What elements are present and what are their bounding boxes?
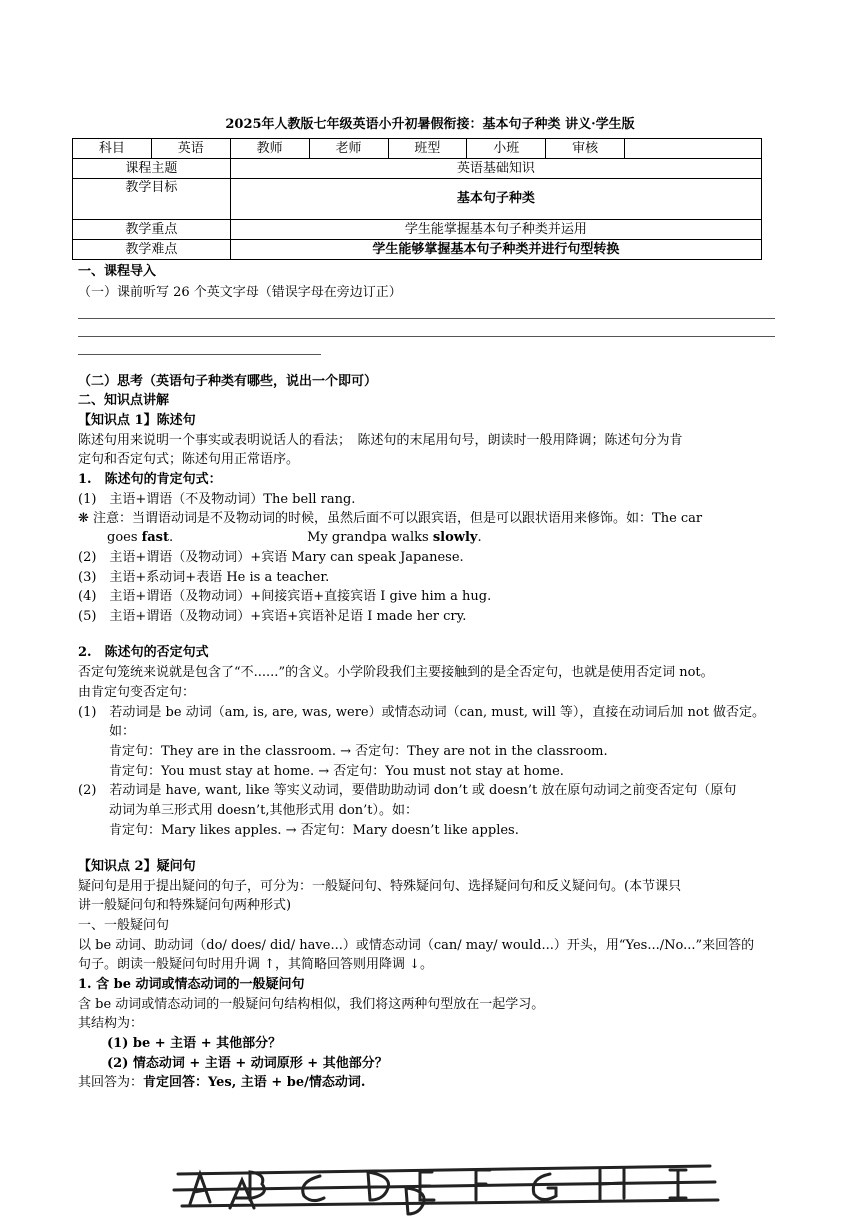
class-type-label: 班型 [388, 139, 467, 159]
table-row [73, 240, 762, 260]
note-text: . [477, 530, 482, 545]
subheading: 1. 含 be 动词或情态动词的一般疑问句 [78, 977, 305, 992]
note-example-line [107, 529, 482, 547]
paragraph-line: 定句和否定句式；陈述句用正常语序。 [78, 452, 300, 467]
list-item: (5) 主语+谓语（及物动词）+宾语+宾语补足语 I made her cry. [78, 609, 467, 624]
list-item: (1) 主语+谓语（不及物动词）The bell rang. [78, 492, 356, 507]
paragraph-line: 陈述句用来说明一个事实或表明说话人的看法； 陈述句的末尾用句号，朗读时一般用降调；陈述句分为肯 [78, 433, 683, 448]
difficulty-label: 教学难点 [73, 240, 231, 260]
note-line: ❋ 注意：当谓语动词是不及物动词的时候，虽然后面不可以跟宾语，但是可以跟状语用来修饰。如：The car [78, 511, 703, 526]
subheading: 1. 陈述句的肯定句式： [78, 472, 222, 487]
teacher-value: 老师 [309, 139, 388, 159]
course-info-table [72, 138, 762, 260]
section-heading: 二、知识点讲解 [78, 393, 170, 408]
class-type-value: 小班 [467, 139, 546, 159]
example-line: 肯定句：They are in the classroom. → 否定句：They are not in the classroom. [109, 744, 608, 759]
list-item: (2) 若动词是 have, want, like 等实义动词，要借助助动词 don’t 或 doesn’t 放在原句动词之前变否定句（原句 [78, 783, 737, 798]
subsection-heading: （一）课前听写 26 个英文字母（错误字母在旁边订正） [78, 285, 402, 300]
review-label: 审核 [546, 139, 625, 159]
handwritten-alphabet-image [170, 1160, 730, 1216]
document-title: 2025年人教版七年级英语小升初暑假衔接：基本句子种类 讲义·学生版 [225, 117, 635, 132]
answer-line [78, 354, 321, 355]
goal-value: 基本句子种类 [230, 179, 761, 220]
answer-pattern: 肯定回答：Yes, 主语 + be/情态动词. [143, 1075, 366, 1090]
table-row [73, 159, 762, 179]
paragraph-line: 由肯定句变否定句： [78, 685, 196, 700]
subheading: 2. 陈述句的否定句式 [78, 645, 209, 660]
teacher-label: 教师 [230, 139, 309, 159]
table-row [73, 179, 762, 220]
paragraph-line: 以 be 动词、助动词（do/ does/ did/ have...）或情态动词（can/ may/ would...）开头，用“Yes.../No...”来回答的 [78, 938, 755, 953]
example-line: 肯定句：Mary likes apples. → 否定句：Mary doesn’t like apples. [109, 823, 519, 838]
paragraph-line: 句子。朗读一般疑问句时用升调 ↑，其简略回答则用降调 ↓。 [78, 957, 434, 972]
answer-line [78, 318, 775, 319]
topic-value: 英语基础知识 [230, 159, 761, 179]
note-text: My grandpa walks [307, 530, 433, 545]
list-item: (1) 若动词是 be 动词（am, is, are, was, were）或情态动词（can, must, will 等），直接在动词后加 not 做否定。 [78, 705, 766, 720]
paragraph-line: 疑问句是用于提出疑问的句子，可分为：一般疑问句、特殊疑问句、选择疑问句和反义疑问句。(本节课只 [78, 879, 682, 894]
review-value [625, 139, 762, 159]
list-item-continuation: 动词为单三形式用 doesn’t,其他形式用 don’t）。如： [109, 803, 419, 818]
emphasis-text: fast [141, 530, 169, 545]
goal-label: 教学目标 [73, 179, 231, 220]
section-heading: 一、课程导入 [78, 264, 157, 279]
example-line: 肯定句：You must stay at home. → 否定句：You must not stay at home. [109, 764, 564, 779]
knowledge-point-title: 【知识点 1】陈述句 [78, 413, 196, 428]
structure-line: (2) 情态动词 + 主语 + 动词原形 + 其他部分？ [107, 1056, 388, 1071]
key-point-value: 学生能掌握基本句子种类并运用 [230, 220, 761, 240]
subject-label: 科目 [73, 139, 152, 159]
answer-label: 其回答为： [78, 1075, 144, 1090]
note-text: . [169, 530, 174, 545]
list-item: (3) 主语+系动词+表语 He is a teacher. [78, 570, 330, 585]
paragraph-line: 讲一般疑问句和特殊疑问句两种形式) [78, 898, 292, 913]
list-item-continuation: 如： [109, 724, 136, 739]
key-point-label: 教学重点 [73, 220, 231, 240]
paragraph-line: 含 be 动词或情态动词的一般疑问句结构相似，我们将这两种句型放在一起学习。 [78, 997, 545, 1012]
note-text: goes [107, 530, 142, 545]
paragraph-line: 其结构为： [78, 1016, 144, 1031]
list-item: (2) 主语+谓语（及物动词）+宾语 Mary can speak Japanese. [78, 550, 464, 565]
answer-line [78, 336, 775, 337]
table-row [73, 139, 762, 159]
subject-value: 英语 [151, 139, 230, 159]
knowledge-point-title: 【知识点 2】疑问句 [78, 859, 196, 874]
difficulty-value: 学生能够掌握基本句子种类并进行句型转换 [230, 240, 761, 260]
topic-label: 课程主题 [73, 159, 231, 179]
subsection-heading: （二）思考（英语句子种类有哪些，说出一个即可） [78, 374, 378, 389]
list-item: (4) 主语+谓语（及物动词）+间接宾语+直接宾语 I give him a hug. [78, 589, 492, 604]
table-row [73, 220, 762, 240]
answer-line-text [78, 1074, 365, 1092]
structure-line: (1) be + 主语 + 其他部分？ [107, 1036, 282, 1051]
subheading: 一、一般疑问句 [78, 918, 170, 933]
paragraph-line: 否定句笼统来说就是包含了“不......”的含义。小学阶段我们主要接触到的是全否定句，也就是使用否定词 not。 [78, 665, 714, 680]
emphasis-text: slowly [432, 530, 478, 545]
